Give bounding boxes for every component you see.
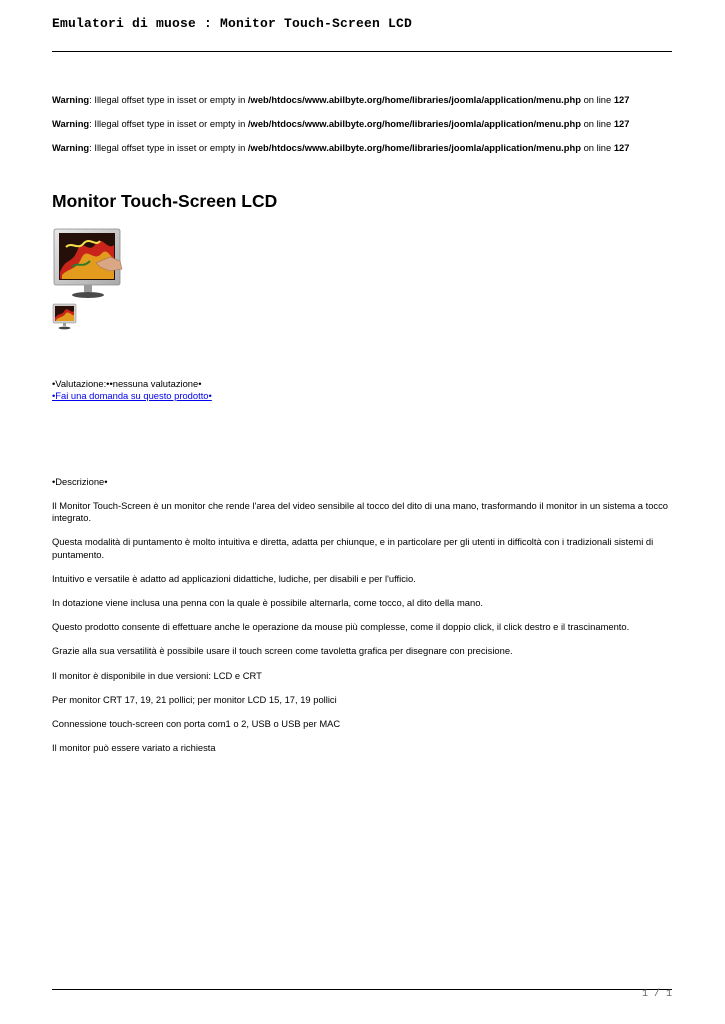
product-title: Monitor Touch-Screen LCD — [52, 191, 278, 211]
product-rating: •Valutazione:••nessuna valutazione• — [52, 378, 202, 389]
description-heading: •Descrizione• — [52, 476, 108, 487]
ask-question-link[interactable]: •Fai una domanda su questo prodotto• — [52, 390, 212, 401]
description-paragraph: Per monitor CRT 17, 19, 21 pollici; per monitor LCD 15, 17, 19 pollici — [52, 693, 337, 705]
page-number: 1 / 1 — [641, 989, 672, 1000]
description-paragraph: Questa modalità di puntamento è molto intuitiva e diretta, adatta per chiunque, e in particolare per gli utenti in difficoltà con i tradizionali sistemi di puntamento. — [52, 536, 654, 560]
warning-label: Warning — [52, 142, 90, 153]
description-paragraph: Grazie alla sua versatilità è possibile usare il touch screen come tavoletta grafica per disegnare con precisione. — [52, 645, 513, 657]
warning-path: /web/htdocs/www.abilbyte.org/home/libraries/joomla/application/menu.php — [247, 94, 581, 105]
description-paragraph: Il monitor è disponibile in due versioni: LCD e CRT — [52, 669, 262, 681]
warning-label: Warning — [52, 118, 90, 129]
header-divider — [52, 51, 672, 52]
warning-message: : Illegal offset type in isset or empty in — [89, 94, 248, 105]
warning-line-number: 127 — [613, 142, 630, 153]
warning-line-number: 127 — [613, 118, 630, 129]
warning-message: : Illegal offset type in isset or empty in — [89, 118, 248, 129]
warnings-block — [52, 94, 692, 166]
warning-on-line: on line — [580, 94, 614, 105]
description-paragraph: Connessione touch-screen con porta com1 o 2, USB o USB per MAC — [52, 718, 341, 730]
description-paragraph: In dotazione viene inclusa una penna con la quale è possibile alternarla, come tocco, al dito della mano. — [52, 597, 484, 609]
warning-path: /web/htdocs/www.abilbyte.org/home/libraries/joomla/application/menu.php — [247, 118, 581, 129]
description-paragraph: Questo prodotto consente di effettuare anche le operazione da mouse più complesse, come il doppio click, il click destro e il trascinamento. — [52, 621, 630, 633]
description-body — [52, 500, 674, 766]
description-paragraph: Intuitivo e versatile è adatto ad applicazioni didattiche, ludiche, per disabili e per l'ufficio. — [52, 572, 416, 584]
page-header-title: Emulatori di muose : Monitor Touch-Screen LCD — [52, 16, 413, 31]
product-thumbnail[interactable] — [52, 303, 77, 330]
warning-label: Warning — [52, 94, 90, 105]
warning-line — [52, 118, 692, 142]
warning-line-number: 127 — [613, 94, 630, 105]
warning-line — [52, 142, 692, 166]
description-paragraph: Il monitor può essere variato a richiesta — [52, 742, 216, 754]
warning-message: : Illegal offset type in isset or empty in — [89, 142, 248, 153]
warning-on-line: on line — [580, 142, 614, 153]
description-paragraph: Il Monitor Touch-Screen è un monitor che rende l'area del video sensibile al tocco del dito di una mano, trasformando il monitor in un sistema a tocco integrato. — [52, 500, 669, 524]
warning-line — [52, 94, 692, 118]
warning-path: /web/htdocs/www.abilbyte.org/home/libraries/joomla/application/menu.php — [247, 142, 581, 153]
warning-on-line: on line — [580, 118, 614, 129]
product-image[interactable] — [52, 227, 124, 299]
footer-divider — [52, 989, 672, 990]
